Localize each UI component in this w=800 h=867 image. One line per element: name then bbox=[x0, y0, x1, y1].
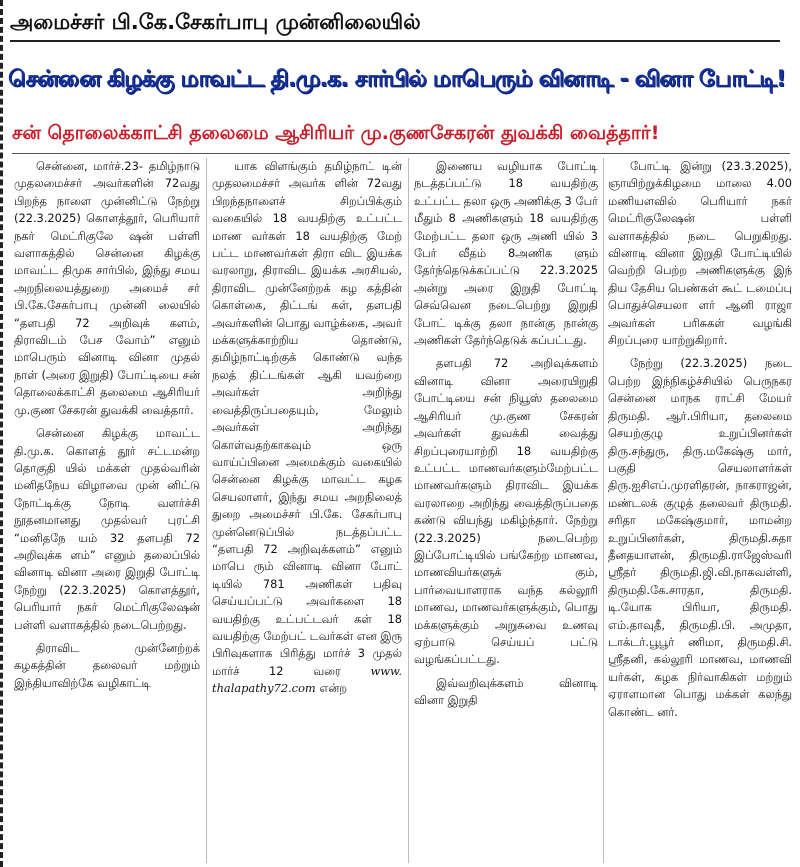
subheadline-block bbox=[12, 116, 794, 150]
website-link[interactable]: www. thalapathy72.com bbox=[212, 663, 402, 696]
kicker-text: அமைச்சர் பி.கே.சேகர்பாபு முன்னிலையில் bbox=[10, 10, 421, 34]
kicker-banner bbox=[10, 6, 780, 42]
dashed-cut-border bbox=[0, 0, 3, 867]
column-divider bbox=[408, 158, 409, 863]
article-column-2 bbox=[212, 158, 402, 863]
column-2-paragraph-1-text: யாக விளங்கும் தமிழ்நாட் டின் முதலமைச்சர் அவர்க ளின் 72வது பிறந்தநாளைச் சிறப்பிக்கும் வகையில் 18 வயதிற்கு உட்பட்ட மாண வர்கள் 18 வயதிற்கு மேற் பட்ட மாணவர்கள் திரா விட இயக்க வரலாறு, திராவிட இயக்க அரசியல், திராவிட முன்னேற்றக் கழ கத்தின் கொள்கை, திட்டங் கள், தளபதி அவர்களின் பொது வாழ்க்கை, அவர் மக்களுக்காற்றிய தொண்டு, தமிழ்நாட்டிற்குக் கொண்டு வந்த நலத் திட்டங்கள் ஆகி யவற்றை அவர்கள் அறிந்து வைத்திருப்பதையும், மேலும் அவர்கள் அறிந்து கொள்வதற்காகவும் ஒரு வாய்ப்பினை அமைக்கும் வகையில் சென்னை கிழக்கு மாவட்ட கழக செயலாளர், இந்து சமய அறநிலைத் துறை அமைச்சர் பி.கே. சேகர்பாபு முன்னெடுப்பில் நடத்தப்பட்ட “தளபதி 72 அறிவுக்களம்” எனும் மாபெ ரும் வினாடி வினா போட் டியில் 781 அணிகள் பதிவு செய்யப்பட்டு அவர்களை 18 வயதிற்கு உட்பட்டவர் கள் 18 வயதிற்கு மேற்பட் டவர்கள் என இரு பிரிவுகளாக பிரித்து மார்ச் 3 முதல் மார்ச் 12 வரை bbox=[212, 159, 402, 678]
column-2-tail-text: என்ற bbox=[319, 681, 348, 696]
column-4-paragraph-1: போட்டி இன்று (23.3.2025), ஞாயிற்றுக்கிழமை மாலை 4.00 மணியளவில் பெரியார் நகர் மெட்ரிகுலேஷன் பள்ளி வளாகத்தில் நடை பெறுகிறது. வினாடி வினா இறுதி போட்டியில் வெற்றி பெற்ற அணிகளுக்கு இந் திய தேசிய பெண்கள் கூட் டமைப்பு பொதுச்செயலா ளர் ஆனி ராஜா அவர்கள் பரிசுகள் வழங்கி சிறப்புரை யாற்றுகிறார். bbox=[608, 159, 792, 348]
article-column-3 bbox=[414, 158, 598, 863]
header-divider bbox=[12, 153, 790, 154]
headline-block bbox=[8, 48, 794, 110]
column-divider bbox=[603, 158, 604, 863]
subheadline-text: சன் தொலைக்காட்சி தலைமை ஆசிரியர் மு.குணசேகரன் துவக்கி வைத்தார்! bbox=[12, 122, 660, 144]
column-3-paragraph-3: இவ்வறிவுக்களம் வினாடி வினா இறுதி bbox=[414, 675, 598, 708]
column-1-paragraph-2: சென்னை கிழக்கு மாவட்ட தி.மு.க. கொளத் தூர் சட்டமன்ற தொகுதி யில் மக்கள் முதல்வரின் மனிதநேய விழாவை முன் னிட்டு நோட்டிக்கு நோடி வளர்ச்சி நூதனமானது முதல்வர் புரட்சி “மனிதநே யம் 32 தளபதி 72 அறிவுக்க ளம்” எனும் தலைப்பில் வினாடி வினா அரை இறுதி போட்டி நேற்று (22.3.2025) கொளத்தூர், பெரியார் நகர் மெட்ரிகுலேஷன் பள்ளி வளாகத்தில் நடைபெற்றது. bbox=[14, 426, 200, 632]
article-column-4 bbox=[608, 158, 792, 863]
headline-text: சென்னை கிழக்கு மாவட்ட தி.மு.க. சார்பில் மாபெரும் வினாடி - வினா போட்டி! bbox=[8, 66, 786, 92]
column-4-paragraph-2: நேற்று (22.3.2025) நடை பெற்ற இந்நிகழ்ச்சியில் பெருநகர சென்னை மாநக ராட்சி மேயர் திருமதி. ஆர்.பிரியா, தலைமை செயற்குழு உறுப்பினர்கள் திரு.சந்துரு, திரு.மகேஷ்கு மார், பகுதி செயலாளர்கள் திரு.ஐசிஎப்.முரளிதரன், நாகராஜன், மண்டலக் குழுத் தலைவர் திருமதி. சரிதா மகேஷ்குமார், மாமன்ற உறுப்பினர்கள், திருமதி.சுதா தீனதயாளன், திருமதி.ராஜேஸ்வரி ஸ்ரீதர் திருமதி.ஜி.வி.நாகவள்ளி, திருமதி.கே.சாரதா, திருமதி. டி.யோக பிரியா, திருமதி. எம்.தாவுதீ, திருமதி.பி. அமுதா, டாக்டர்.பூபூர் ணிமா, திருமதி.சி. ஸ்ரீதனி, கல்லூரி மாணவ, மாணவி யர்கள், கழக நிர்வாகிகள் மற்றும் ஏராளமான பொது மக்கள் கலந்து கொண்ட னர். bbox=[608, 356, 792, 719]
column-3-paragraph-1: இணைய வழியாக போட்டி நடத்தப்பட்டு 18 வயதிற்கு உட்பட்ட தலா ஒரு அணிக்கு 3 பேர் மீதும் 8 அணிகளும் 18 வயதிற்கு மேற்பட்ட தலா ஒரு அணி யில் 3 பேர் வீதம் 8அணிக ளும் தேர்ந்தெடுக்கப்பட்டு 22.3.2025 அன்று அரை இறுதி போட்டி செவ்வென நடைபெற்று இறுதி போட் டிக்கு தலா நான்கு நான்கு அணிகள் தேர்ந்தெடுக் கப்பட்டது. bbox=[414, 159, 598, 348]
column-1-paragraph-1: சென்னை, மார்ச்.23- தமிழ்நாடு முதலமைச்சர் அவர்களின் 72வது பிறந்த நாளை முன்னிட்டு நேற்று (22.3.2025) கொளத்தூர், பெரியார் நகர் மெட்ரிகுலே ஷன் பள்ளி வளாகத்தில் சென்னை கிழக்கு மாவட்ட திமுக சார்பில், இந்து சமய அறநிலையத்துறை அமைச் சர் பி.கே.சேகர்பாபு முன்னி லையில் “தளபதி 72 அறிவுக் களம், திராவிடம் பேச வோம்” எனும் மாபெரும் வினாடி வினா முதல் நாள் (அரை இறுதி) போட்டியை சன் தொலைக்காட்சி தலைமை ஆசிரியர் மு.குண சேகரன் துவக்கி வைத்தார். bbox=[14, 159, 200, 417]
column-2-paragraph-1 bbox=[212, 158, 402, 698]
column-1-paragraph-3: திராவிட முன்னேற்றக் கழகத்தின் தலைவர் மற்றும் இந்தியாவிற்கே வழிகாட்டி bbox=[14, 640, 200, 690]
column-3-paragraph-2: தளபதி 72 அறிவுக்களம் வினாடி வினா அரையிறுதி போட்டியை சன் நியூஸ் தலைமை ஆசிரியர் மு.குண சேகரன் அவர்கள் துவக்கி வைத்து சிறப்புரையாற்றி 18 வயதிற்கு உட்பட்ட மாணவர்களும்மேற்பட்ட மாணவர்களும் திராவிட இயக்க வரலாறை அறிந்து வைத்திருப்பதை கண்டு வியந்து மகிழ்ந்தார். நேற்று (22.3.2025) நடைபெற்ற இப்போட்டியில் பங்கேற்ற மாணவ, மாணவியர்களுக் கும், பார்வையாளராக வந்த கல்லூரி மாணவ, மாணவர்களுக்கும், பொது மக்களுக்கும் அறுசுவை உணவு ஏற்பாடு செய்யப் பட்டு வழங்கப்பட்டது. bbox=[414, 356, 598, 667]
column-divider bbox=[206, 158, 207, 863]
article-column-1 bbox=[14, 158, 200, 863]
